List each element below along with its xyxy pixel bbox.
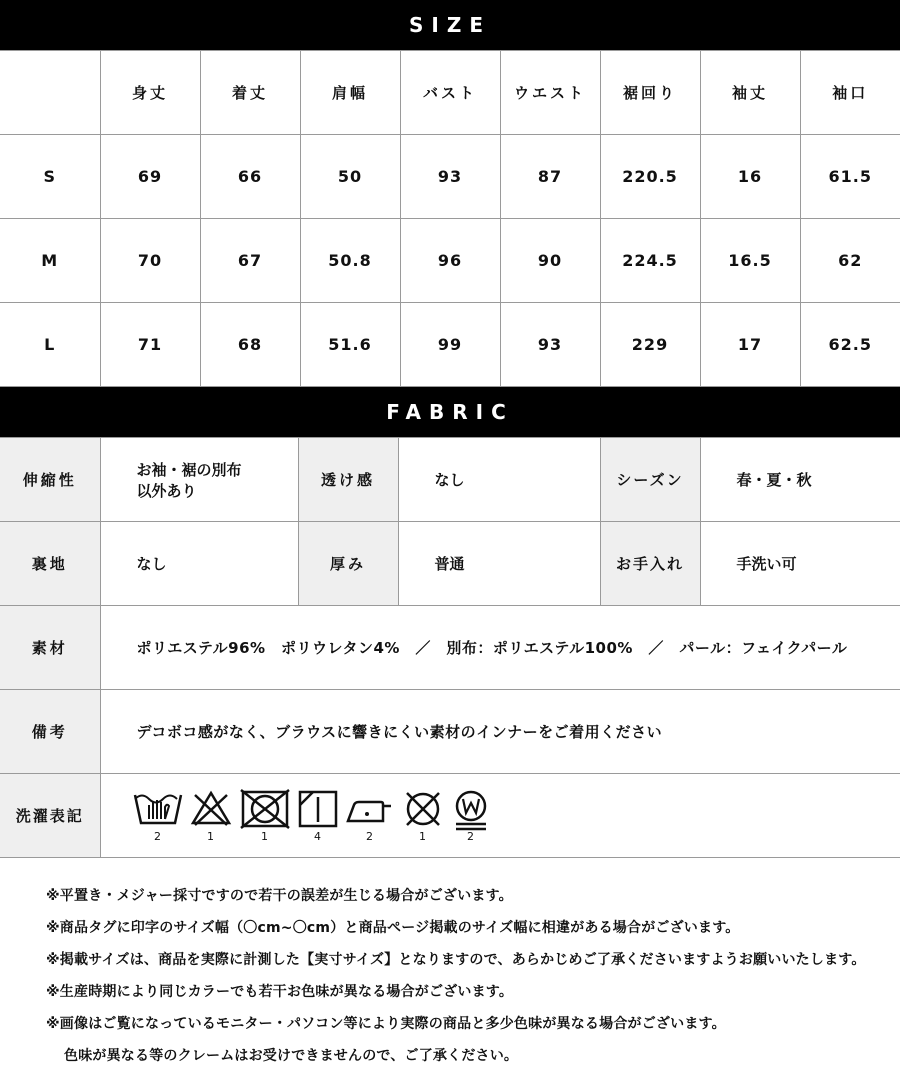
size-cell: 67: [200, 219, 300, 303]
care-symbol: [345, 789, 395, 843]
size-cell: 229: [600, 303, 700, 387]
sheer-label: 透け感: [298, 438, 398, 522]
size-col-header: 着丈: [200, 51, 300, 135]
size-row-s: [0, 135, 900, 219]
size-cell: 93: [500, 303, 600, 387]
size-cell: 16: [700, 135, 800, 219]
sheer-value: なし: [398, 438, 600, 522]
size-row-label: S: [0, 135, 100, 219]
size-cell: 50: [300, 135, 400, 219]
hand-wash-icon: [133, 789, 183, 831]
care-number: 2: [467, 829, 474, 843]
care-number: 1: [207, 829, 214, 843]
size-cell: 220.5: [600, 135, 700, 219]
remarks-value: デコボコ感がなく、ブラウスに響きにくい素材のインナーをご着用ください: [100, 690, 900, 774]
line-dry-shade-icon: [297, 789, 339, 831]
size-col-header: ウエスト: [500, 51, 600, 135]
care-number: 4: [314, 829, 321, 843]
size-cell: 71: [100, 303, 200, 387]
size-cell: 90: [500, 219, 600, 303]
no-tumble-dry-icon: [239, 789, 291, 831]
fabric-row-washing: [0, 774, 900, 858]
fabric-row-stretch: [0, 438, 900, 522]
wet-clean-gentle-icon: [451, 789, 491, 831]
lining-value: なし: [100, 522, 298, 606]
size-cell: 62.5: [800, 303, 900, 387]
fabric-row-lining: [0, 522, 900, 606]
note-line: ※商品タグに印字のサイズ幅（〇cm~〇cm）と商品ページ掲載のサイズ幅に相違がある場合がございます。: [46, 920, 740, 936]
size-cell: 99: [400, 303, 500, 387]
washing-label: 洗濯表記: [0, 774, 100, 858]
size-cell: 69: [100, 135, 200, 219]
size-row-label: M: [0, 219, 100, 303]
care-label: お手入れ: [600, 522, 700, 606]
note-line: ※生産時期により同じカラーでも若干お色味が異なる場合がございます。: [46, 984, 514, 1000]
no-dry-clean-icon: [401, 789, 445, 831]
size-cell: 62: [800, 219, 900, 303]
size-cell: 61.5: [800, 135, 900, 219]
stretch-value-line: お袖・裾の別布: [136, 460, 242, 479]
thickness-value: 普通: [398, 522, 600, 606]
size-corner-cell: [0, 51, 100, 135]
notes-section: [0, 858, 900, 1072]
size-col-header: 身丈: [100, 51, 200, 135]
size-cell: 87: [500, 135, 600, 219]
size-cell: 70: [100, 219, 200, 303]
care-number: 1: [261, 829, 268, 843]
size-cell: 16.5: [700, 219, 800, 303]
size-row-label: L: [0, 303, 100, 387]
size-cell: 68: [200, 303, 300, 387]
care-number: 2: [366, 829, 373, 843]
size-header-row: [0, 51, 900, 135]
stretch-value-line: 以外あり: [136, 481, 197, 500]
size-cell: 96: [400, 219, 500, 303]
fabric-heading: FABRIC: [0, 387, 900, 437]
care-symbol: [297, 789, 339, 843]
note-line: ※画像はご覧になっているモニター・パソコン等により実際の商品と多少色味が異なる場合がございます。: [46, 1016, 726, 1032]
stretch-label: 伸縮性: [0, 438, 100, 522]
care-symbol: [133, 789, 183, 843]
note-line: ※平置き・メジャー採寸ですので若干の誤差が生じる場合がございます。: [46, 888, 513, 904]
lining-label: 裏地: [0, 522, 100, 606]
care-number: 2: [154, 829, 161, 843]
fabric-table: [0, 437, 900, 858]
size-row-l: [0, 303, 900, 387]
no-bleach-icon: [189, 789, 233, 831]
washing-icons: [101, 789, 900, 843]
care-number: 1: [419, 829, 426, 843]
fabric-row-remarks: [0, 690, 900, 774]
size-col-header: 肩幅: [300, 51, 400, 135]
size-col-header: 裾回り: [600, 51, 700, 135]
care-symbol: [401, 789, 445, 843]
size-col-header: 袖口: [800, 51, 900, 135]
care-symbol: [451, 789, 491, 843]
material-value: ポリエステル96% ポリウレタン4% ／ 別布：ポリエステル100% ／ パール：フェイクパール: [100, 606, 900, 690]
size-cell: 93: [400, 135, 500, 219]
material-label: 素材: [0, 606, 100, 690]
note-line: 色味が異なる等のクレームはお受けできませんので、ご了承ください。: [64, 1048, 519, 1064]
care-symbol: [239, 789, 291, 843]
iron-low-icon: [345, 789, 395, 831]
size-table: [0, 50, 900, 387]
season-label: シーズン: [600, 438, 700, 522]
season-value: 春・夏・秋: [700, 438, 900, 522]
remarks-label: 備考: [0, 690, 100, 774]
note-line: ※掲載サイズは、商品を実際に計測した【実寸サイズ】となりますので、あらかじめご了承くださいますようお願いいたします。: [46, 952, 866, 968]
care-symbol: [189, 789, 233, 843]
care-value: 手洗い可: [700, 522, 900, 606]
washing-icons-cell: [100, 774, 900, 858]
stretch-value: [100, 438, 298, 522]
size-cell: 50.8: [300, 219, 400, 303]
size-col-header: バスト: [400, 51, 500, 135]
size-cell: 66: [200, 135, 300, 219]
size-row-m: [0, 219, 900, 303]
size-cell: 224.5: [600, 219, 700, 303]
fabric-row-material: [0, 606, 900, 690]
size-heading: SIZE: [0, 0, 900, 50]
thickness-label: 厚み: [298, 522, 398, 606]
size-cell: 17: [700, 303, 800, 387]
size-cell: 51.6: [300, 303, 400, 387]
size-col-header: 袖丈: [700, 51, 800, 135]
